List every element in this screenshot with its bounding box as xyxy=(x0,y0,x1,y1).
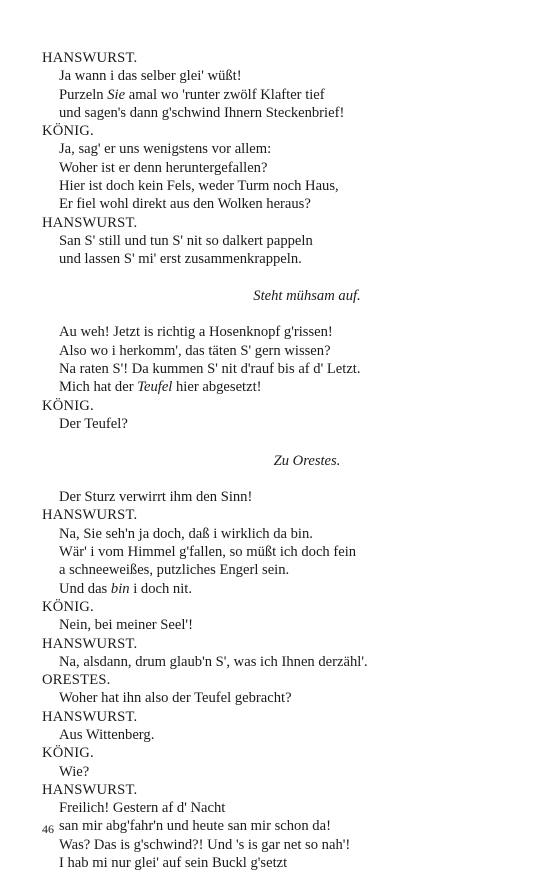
verse-line xyxy=(42,580,512,598)
play-text xyxy=(42,49,512,872)
verse-line: San S' still und tun S' nit so dalkert pappeln xyxy=(59,232,313,249)
speaker-name: KÖNIG. xyxy=(42,123,94,140)
verse-line: I hab mi nur glei' auf sein Buckl g'setzt xyxy=(59,855,288,872)
page-number: 46 xyxy=(42,822,54,836)
verse-line: a schneeweißes, putzliches Engerl sein. xyxy=(59,562,290,579)
verse-line: Aus Wittenberg. xyxy=(59,726,155,743)
blank-line xyxy=(42,269,512,287)
verse-line: Na raten S'! Da kummen S' nit d'rauf bis af d' Letzt. xyxy=(59,361,361,378)
verse-line: Ja, sag' er uns wenigstens vor allem: xyxy=(59,141,272,158)
verse-line: Er fiel wohl direkt aus den Wolken heraus? xyxy=(59,196,311,213)
text-segment: Mich hat der xyxy=(59,379,138,396)
verse-line: Wär' i vom Himmel g'fallen, so müßt ich doch fein xyxy=(59,544,357,561)
verse-line: Freilich! Gestern af d' Nacht xyxy=(59,800,226,817)
emphasized-word: Sie xyxy=(107,86,126,103)
verse-line: und sagen's dann g'schwind Ihnern Steckenbrief! xyxy=(59,104,345,121)
verse-line: Na, alsdann, drum glaub'n S', was ich Ihnen derzähl'. xyxy=(59,653,368,670)
verse-line: Nein, bei meiner Seel'! xyxy=(59,617,193,634)
verse-line: Ja wann i das selber glei' wüßt! xyxy=(59,68,242,85)
stage-direction: Steht mühsam auf. xyxy=(253,287,361,304)
speaker-name: ORESTES. xyxy=(42,672,111,689)
text-segment: amal wo 'runter zwölf Klafter tief xyxy=(125,86,325,103)
verse-line xyxy=(42,86,512,104)
verse-line: Was? Das is g'schwind?! Und 's is gar net so nah'! xyxy=(59,836,351,853)
speaker-name: HANSWURST. xyxy=(42,708,138,725)
speaker-name: HANSWURST. xyxy=(42,214,138,231)
verse-line: Der Teufel? xyxy=(59,415,128,432)
verse-line: Also wo i herkomm', das täten S' gern wissen? xyxy=(59,342,331,359)
text-segment: Purzeln xyxy=(59,86,108,103)
verse-line: Wie? xyxy=(59,763,90,780)
speaker-name: KÖNIG. xyxy=(42,598,94,615)
verse-line: san mir abg'fahr'n und heute san mir schon da! xyxy=(59,818,331,835)
verse-line: Woher hat ihn also der Teufel gebracht? xyxy=(59,690,292,707)
speaker-name: HANSWURST. xyxy=(42,50,138,66)
blank-line xyxy=(42,305,512,323)
speaker-name: KÖNIG. xyxy=(42,397,94,414)
emphasized-word: Teufel xyxy=(137,379,173,396)
verse-line xyxy=(42,378,512,396)
speaker-name: HANSWURST. xyxy=(42,781,138,798)
text-segment: Und das xyxy=(59,580,111,597)
speaker-name: HANSWURST. xyxy=(42,635,138,652)
verse-line: Au weh! Jetzt is richtig a Hosenknopf g'rissen! xyxy=(59,324,333,341)
emphasized-word: bin xyxy=(110,580,130,597)
speaker-name: KÖNIG. xyxy=(42,745,94,762)
verse-line: Hier ist doch kein Fels, weder Turm noch Haus, xyxy=(59,178,339,195)
text-segment: i doch nit. xyxy=(129,580,192,597)
verse-line: Na, Sie seh'n ja doch, daß i wirklich da bin. xyxy=(59,525,313,542)
verse-line: Woher ist er denn heruntergefallen? xyxy=(59,159,268,176)
blank-line xyxy=(42,470,512,488)
text-segment: hier abgesetzt! xyxy=(172,379,262,396)
verse-line: und lassen S' mi' erst zusammenkrappeln. xyxy=(59,251,302,268)
verse-line: Der Sturz verwirrt ihm den Sinn! xyxy=(59,489,253,506)
blank-line xyxy=(42,433,512,451)
speaker-name: HANSWURST. xyxy=(42,507,138,524)
stage-direction: Zu Orestes. xyxy=(273,452,341,469)
